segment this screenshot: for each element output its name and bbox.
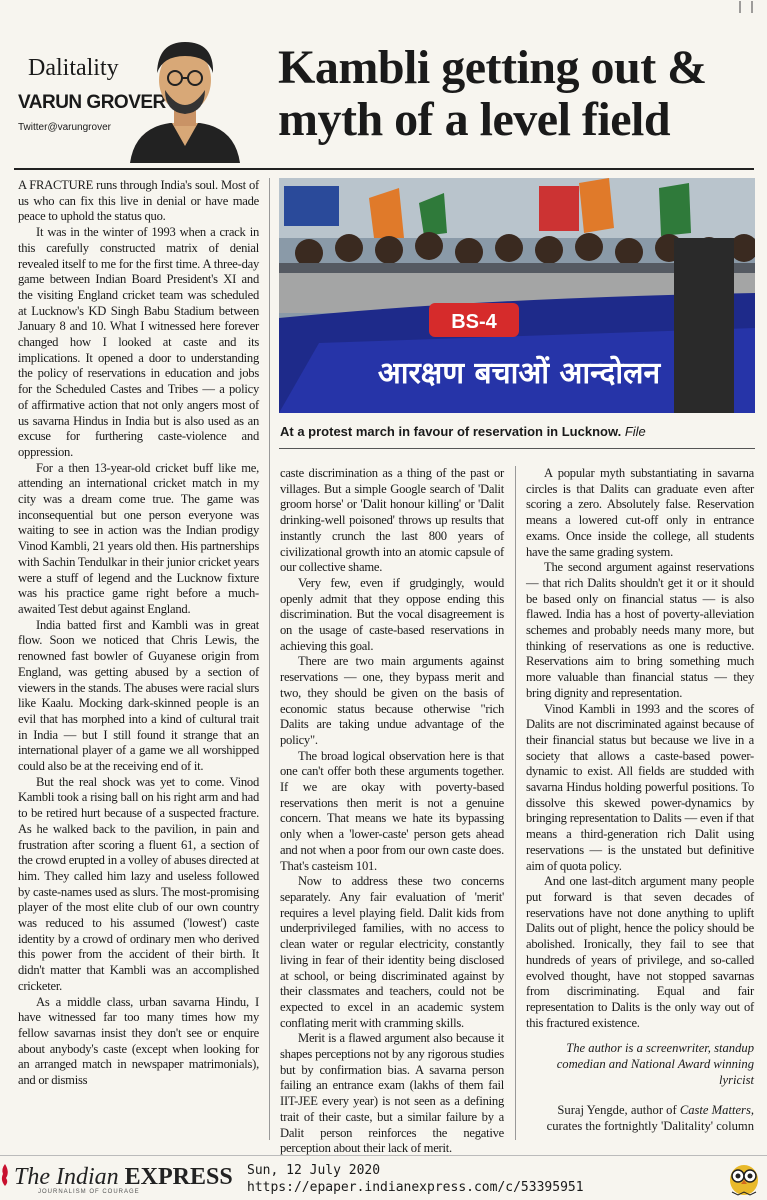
headline-line-1: Kambli getting out &: [278, 41, 707, 94]
banner-label: BS-4: [451, 311, 497, 333]
paragraph: Merit is a flawed argument also because it shapes perceptions not by any rigorous studies but by confirmation bias. A savarna person failing an entrance exam (lakhs of them fail IIT-JEE every year) is not seen as a defining trait of their caste, but a similar failure by a Dalit person reinforces the negative perception about their lack of merit.: [280, 1031, 504, 1156]
column-label: Dalitality: [28, 55, 119, 81]
paragraph: Now to address these two concerns separately. Any fair evaluation of 'merit' requires a level playing field. Dalit kids from underprivileged families, with no access to clean water or regular electricity, constantly living in fear of their identity being disclosed at school, or being discriminated against by their classmates and teachers, could not be expected to excel in an academic system conflating merit with cramming skills.: [280, 874, 504, 1030]
column-divider: [269, 178, 270, 1140]
paragraph: It was in the winter of 1993 when a crack in this carefully constructed matrix of denial revealed itself to me for the first time. A three-day game between Indian Board President's XI and the visiting England cricket team was scheduled at Lucknow's KD Singh Babu Stadium between January 8 and 10. What I witnessed here forever changed how I looked at caste and its implications. It opened a door to understanding the policy of reservations in education and jobs for the Scheduled Castes and Tribes — a policy of affirmative action that not only angers most of us savarna Hindus in India but is also used as an excuse for furthering caste-violence and oppression.: [18, 225, 259, 459]
paragraph: As a middle class, urban savarna Hindu, I have witnessed far too many times how my fellow savarnas insist they don't see or enquire about anybody's caste (except when looking for an arranged match in newspaper matrimonials), and or dismiss: [18, 994, 259, 1088]
protest-photo: [279, 178, 755, 413]
paragraph: The broad logical observation here is that one can't offer both these arguments together. If we are okay with poverty-based reservations then merit is not a genuine concern. That means we hate its bypassing only when a 'lower-caste' person gets ahead and not when a poor from our own caste does. That's casteism 101.: [280, 748, 504, 873]
article-column-3: [526, 466, 754, 1031]
book-title: Caste Matters,: [679, 1103, 754, 1117]
logo-the-indian: The Indian: [14, 1164, 119, 1190]
logo-express: EXPRESS: [124, 1164, 233, 1190]
article-column-1: [18, 178, 259, 1089]
publication-logo: ​ The Indian EXPRESS: [8, 1164, 233, 1190]
paragraph: Very few, even if grudgingly, would openly admit that they oppose ending this discrimination. But the vocal disagreement is on the usage of caste-based reservations in achieving this goal.: [280, 575, 504, 653]
author-name: VARUN GROVER: [18, 92, 166, 113]
paragraph: Vinod Kambli in 1993 and the scores of Dalits are not discriminated against because of their financial status but because we live in a society that allows a caste-based power-dynamic to exist. All fields are studded with savarna Hindus holding powerful positions. To dissolve this skewed power-dynamics by bringing representation to Dalits — even if that means a third-generation rich Dalit using reservations — is the unstated but definitive aim of quota policy.: [526, 701, 754, 873]
author-portrait: [110, 28, 260, 163]
paragraph: A FRACTURE runs through India's soul. Most of us who can fix this live in denial or have made peace to uphold the status quo.: [18, 178, 259, 224]
column-curator-note: [526, 1102, 754, 1134]
paragraph: There are two main arguments against reservations — one, they bypass merit and two, they should be given on the basis of economic status because otherwise "rich Dalits are taking undue advantage of the policy".: [280, 654, 504, 747]
top-edge: [0, 0, 767, 14]
caption-text: At a protest march in favour of reservation in Lucknow.: [280, 424, 622, 439]
curator-role: curates the fortnightly 'Dalitality' column: [546, 1119, 754, 1133]
caption-divider: [279, 448, 755, 449]
header-divider: [14, 168, 754, 170]
paragraph: A popular myth substantiating in savarna circles is that Dalits can graduate even after scoring a zero. Absolutely false. Reservation means a lowered cut-off only in entrance exams. Once inside the college, all students have the same grading system.: [526, 466, 754, 559]
headline: [278, 42, 748, 146]
banner-hindi: आरक्षण बचाओं आन्दोलन: [377, 356, 661, 391]
photo-caption: [280, 424, 756, 439]
author-twitter: Twitter@varungrover: [18, 122, 111, 133]
photo-credit: File: [624, 424, 646, 439]
owl-icon: [728, 1160, 760, 1196]
paragraph: The second argument against reservations — that rich Dalits shouldn't get it or it should be based only on financial status — is also flawed. India has a host of poverty-alleviation schemes and probably needs many more, but thinking of reservations as one is reductive. Reservations aim to bring something much more valuable than financial status — they bring dignity and representation.: [526, 560, 754, 700]
column-divider: [515, 466, 516, 1140]
paragraph: For a then 13-year-old cricket buff like me, attending an international cricket match in my city was a dream come true. The game was inconsequential but one person everyone was waiting to see in action was the Indian prodigy Vinod Kambli, 21 years old then. His partnerships with Sachin Tendulkar in their junior cricket years were a stuff of legend and the Lucknow fixture was his practice game right before a much-awaited Test debut against England.: [18, 460, 259, 616]
paragraph: And one last-ditch argument many people put forward is that seven decades of reservations have not done anything to uplift Dalits out of plight, hence the policy should be abolished. Ironically, they fail to see that hundreds of years of privilege, and so-called evolved thought, have not stopped savarnas from discriminating. Equal and fair representation to Dalits is the only way out of this fractured existence.: [526, 874, 754, 1030]
headline-line-2: myth of a level field: [278, 93, 671, 146]
paragraph: caste discrimination as a thing of the past or villages. But a simple Google search of 'Dalit groom horse' or 'Dalit honour killing' or 'Dalit drinking-well poisoned' throws up results that instantly crunch the last 800 years of civilizational growth into an atomic capsule of our collective shame.: [280, 466, 504, 575]
paragraph: But the real shock was yet to come. Vinod Kambli took a rising ball on his right arm and had to be retired hurt because of a suspected fracture. As he walked back to the pavilion, in pain and frustration after scoring a fluent 61, a section of the crowd erupted in a volley of abuses directed at him. They called him lazy and useless followed by caste-names used as slurs. The most-promising player of the most elite club of our own country was reduced to his assumed ('lowest') caste identity by a crowd of ordinary men who derived this power from the accident of their birth. It didn't matter that Kambli was an accomplished cricketer.: [18, 774, 259, 993]
article-column-2: [280, 466, 504, 1157]
author-bio: The author is a screenwriter, standup comedian and National Award winning lyricist: [556, 1041, 754, 1087]
curator-name: Suraj Yengde, author of: [557, 1103, 677, 1117]
footer-divider: [0, 1155, 767, 1156]
paragraph: India batted first and Kambli was in great flow. Soon we noticed that Chris Lewis, the renowned fast bowler of Guyanese origin from England, was getting abused by a section of viewers in the stands. The abuses were racial slurs like Kaalu. Mocking dark-skinned people is an evil that has morphed into a kind of cultural trait in India — but I still found it strange that an international player of a game we all worshipped could also be at the receiving end of it.: [18, 617, 259, 774]
epaper-link[interactable]: https://epaper.indianexpress.com/c/53395951: [247, 1180, 584, 1195]
logo-tagline: JOURNALISM OF COURAGE: [38, 1189, 140, 1195]
publication-date: Sun, 12 July 2020: [247, 1163, 381, 1178]
